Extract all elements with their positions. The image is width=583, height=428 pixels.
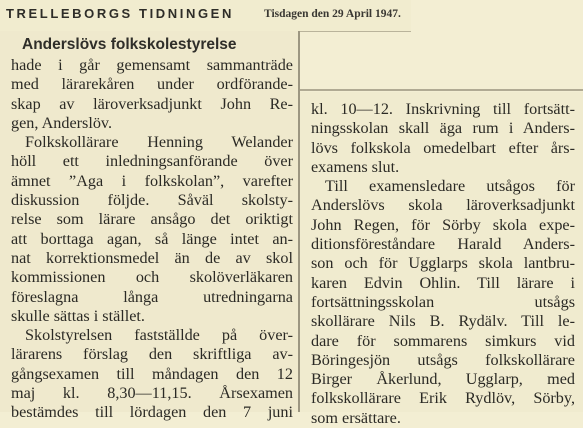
column1-line: kommissionen och skolöverläkaren: [11, 268, 293, 287]
column2-line: folkskollärare Erik Rydlöv, Sörby,: [311, 389, 575, 408]
column1-line: bestämdes till lördagen den 7 juni: [11, 403, 293, 422]
column2-line: ditionsföreståndare Harald Anders-: [311, 235, 575, 254]
column2-line: Anderslövs skola läroverksadjunkt: [311, 196, 575, 215]
column1-line: skap av läroverksadjunkt John Re-: [11, 94, 293, 113]
column2-line: dare för sommarens simkurs vid: [311, 331, 575, 350]
column1-line: föreslagna långa utredningarna: [11, 287, 293, 306]
column2-line: som ersättare.: [311, 408, 401, 427]
column1-line: ämnet ”Aga i folkskolan”, varefter: [11, 171, 293, 190]
newspaper-name: TRELLEBORGS TIDNINGEN: [6, 6, 234, 21]
column1-line: att borttaga agan, så länge intet an-: [11, 229, 293, 248]
column2-line: ningsskolan skall äga rum i Anders-: [311, 119, 575, 138]
column1-line: relse som lärare ansågo det oriktigt: [11, 210, 293, 229]
column1-line: lärarens förslag den skriftliga av-: [11, 345, 293, 364]
column2-line: Birger Åkerlund, Ugglarp, med: [311, 370, 575, 389]
column1-line: skulle sättas i stället.: [11, 306, 145, 325]
column1-line: maj kl. 8,30—11,15. Årsexamen: [11, 384, 293, 403]
column2-line: skollärare Nils B. Rydälv. Till le-: [311, 312, 575, 331]
column1-line: Skolstyrelsen fastställde på över-: [25, 326, 293, 345]
column2-line: kl. 10—12. Inskrivning till fortsätt-: [311, 100, 575, 118]
column2-line: fortsättningsskolan utsågs: [311, 292, 575, 311]
column1-line: höll ett inledningsanförande över: [11, 152, 293, 171]
column1-line: nat korrektionsmedel än de av skol: [11, 248, 293, 267]
column2-line: examens slut.: [311, 157, 400, 176]
column2-line: lövs folkskola omedelbart efter års-: [311, 138, 575, 157]
column2-line: Böringesjön utsågs folkskollärare: [311, 350, 575, 369]
issue-date: Tisdagen den 29 April 1947.: [264, 8, 401, 20]
article-headline: Anderslövs folkskolestyrelse: [22, 36, 237, 53]
column1-line: gen, Anderslöv.: [11, 113, 113, 132]
column2-line: son och för Ugglarps skola lantbru-: [311, 254, 575, 273]
newspaper-masthead: [0, 0, 411, 32]
column1-line: hade i går gemensamt sammanträde: [11, 56, 293, 74]
column1-line: Folkskollärare Henning Welander: [25, 133, 293, 152]
article-column-1: [0, 31, 300, 422]
column1-line: gångsexamen till måndagen den 12: [11, 364, 293, 383]
column2-line: karen Edvin Ohlin. Till lärare i: [311, 273, 575, 292]
column1-line: diskussion följde. Såväl skolsty-: [11, 191, 293, 210]
column1-line: med lärarekåren under ordförande-: [11, 75, 293, 94]
article-column-2: [300, 92, 583, 427]
column2-line: John Regen, för Sörby skola expe-: [311, 215, 575, 234]
column2-line: Till examensledare utsågos för: [325, 177, 575, 196]
column-rule: [300, 89, 583, 91]
